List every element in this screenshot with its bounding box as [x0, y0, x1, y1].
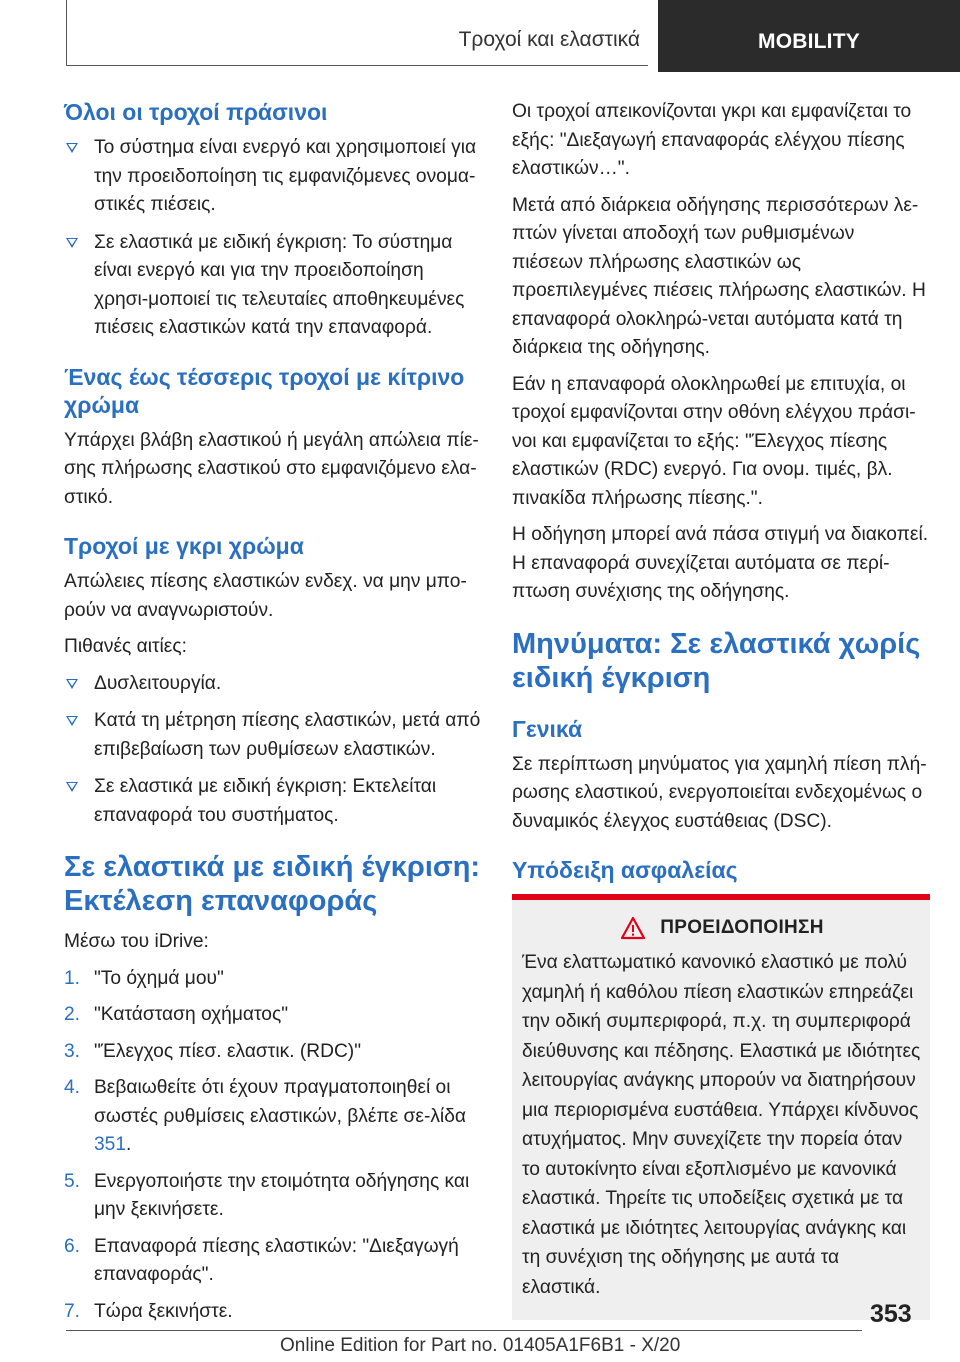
list-item: Δυσλειτουργία.	[64, 670, 482, 699]
step-number: 7.	[64, 1300, 81, 1322]
triangle-bullet-icon	[66, 679, 78, 689]
via-idrive: Μέσω του iDrive:	[64, 931, 209, 952]
right-column	[512, 98, 930, 1320]
footer-edition: Online Edition for Part no. 01405A1F6B1 - X/20	[280, 1335, 681, 1356]
heading-reset: Σε ελαστικά με ειδική έγκριση: Εκτέλεση επαναφοράς	[64, 851, 481, 917]
list-item: 6. Επαναφορά πίεσης ελαστικών: "Διεξαγωγή επαναφοράς".	[64, 1233, 482, 1290]
causes-list	[64, 670, 482, 831]
warning-triangle-icon	[620, 916, 646, 940]
chapter-tab	[658, 0, 960, 72]
paragraph: Εάν η επαναφορά ολοκληρωθεί με επιτυχία, οι τροχοί εμφανίζονται στην οθόνη ελέγχου πράσι-νοι και εμφανίζεται το εξής: "Έλεγχος πίεσης ελαστικών (RDC) ενεργό. Για ονομ. τιμές, βλ. πινακίδα πλήρωσης πίεσης.".	[512, 373, 916, 509]
heading-general: Γενικά	[512, 715, 583, 742]
list-item: 1. "Το όχημά μου"	[64, 965, 482, 994]
all-green-list	[64, 134, 482, 343]
list-item: 7. Τώρα ξεκινήστε.	[64, 1298, 482, 1327]
yellow-text: Υπάρχει βλάβη ελαστικού ή μεγάλη απώλεια πίε-σης πλήρωσης ελαστικού στο εμφανιζόμενο ελα-στικό.	[64, 429, 479, 508]
triangle-bullet-icon	[66, 238, 78, 248]
paragraph: Μετά από διάρκεια οδήγησης περισσότερων λε-πτών γίνεται αποδοχή των ρυθμισμένων πιέσεων πλήρωσης ελαστικών ως προεπιλεγμένες πιέσεις πλήρωσης ελαστικών. Η επαναφορά ολοκληρώ-νεται αυτόματα κατά τη διάρκεια της οδήγησης.	[512, 194, 926, 358]
step-number: 2.	[64, 1004, 81, 1025]
triangle-bullet-icon	[66, 143, 78, 153]
paragraph: Η οδήγηση μπορεί ανά πάσα στιγμή να διακοπεί. Η επαναφορά συνεχίζεται αυτόματα σε περί-πτωση συνέχισης της οδήγησης.	[512, 524, 929, 602]
grey-text: Απώλειες πίεσης ελαστικών ενδεχ. να μην μπο-ρούν να αναγνωριστούν.	[64, 571, 467, 621]
step-number: 3.	[64, 1040, 81, 1062]
chapter-tab-label: MOBILITY	[758, 30, 860, 53]
warning-header	[522, 916, 922, 940]
section-title: Τροχοί και ελαστικά	[458, 28, 640, 51]
footer-rule	[66, 1330, 862, 1331]
list-item: 5. Ενεργοποιήστε την ετοιμότητα οδήγησης και μην ξεκινήσετε.	[64, 1168, 482, 1225]
page-link[interactable]: 351	[94, 1134, 127, 1155]
page-number: 353	[870, 1300, 912, 1328]
triangle-bullet-icon	[66, 782, 78, 792]
heading-grey: Τροχοί με γκρι χρώμα	[64, 533, 304, 559]
warning-box	[512, 894, 930, 1320]
warning-title: ΠΡΟΕΙΔΟΠΟΙΗΣΗ	[660, 917, 824, 938]
list-item: 4. Βεβαιωθείτε ότι έχουν πραγματοποιηθεί οι σωστές ρυθμίσεις ελαστικών, βλέπε σε-λίδα 351.	[64, 1074, 482, 1160]
step-number: 5.	[64, 1170, 81, 1192]
heading-messages: Μηνύματα: Σε ελαστικά χωρίς ειδική έγκριση	[512, 627, 921, 694]
list-item: Κατά τη μέτρηση πίεσης ελαστικών, μετά από επιβεβαίωση των ρυθμίσεων ελαστικών.	[64, 707, 482, 764]
paragraph: Οι τροχοί απεικονίζονται γκρι και εμφανίζεται το εξής: "Διεξαγωγή επαναφοράς ελέγχου πίεσης ελαστικών…".	[512, 101, 912, 179]
triangle-bullet-icon	[66, 716, 78, 726]
heading-safety: Υπόδειξη ασφαλείας	[512, 857, 738, 883]
header-rule-horizontal	[66, 65, 648, 66]
step-number: 6.	[64, 1235, 81, 1257]
general-text: Σε περίπτωση μηνύματος για χαμηλή πίεση πλή-ρωσης ελαστικού, ενεργοποιείται ενδεχομένως ο δυναμικός έλεγχος ευστάθειας (DSC).	[512, 753, 927, 832]
step-number: 4.	[64, 1077, 81, 1098]
warning-text: Ένα ελαττωματικό κανονικό ελαστικό με πολύ χαμηλή ή καθόλου πίεση ελαστικών επηρεάζει την οδική συμπεριφορά, π.χ. τη συμπεριφορά διεύθυνσης και πέδησης. Ελαστικά με ιδιότητες λειτουργίας ανάγκης μπορούν να διατηρήσουν μια περιορισμένα ευστάθεια. Υπάρχει κίνδυνος ατυχήματος. Μην συνεχίζετε την πορεία όταν το αυτοκίνητο είναι εξοπλισμένο με κανονικά ελαστικά. Τηρείτε τις υποδείξεις σχετικά με τα ελαστικά με ιδιότητες λειτουργίας ανάγκης και τη συνέχιση της οδήγησης με αυτά τα ελαστικά.	[522, 952, 921, 1298]
causes-label: Πιθανές αιτίες:	[64, 636, 187, 657]
list-item: 3. "Έλεγχος πίεσ. ελαστικ. (RDC)"	[64, 1038, 482, 1067]
list-item: 2. "Κατάσταση οχήματος"	[64, 1001, 482, 1030]
heading-yellow: Ένας έως τέσσερις τροχοί με κίτρινο χρώμα	[64, 363, 465, 418]
list-item: Το σύστημα είναι ενεργό και χρησιμοποιεί για την προειδοποίηση τις εμφανιζόμενες ονομα-στικές πιέσεις.	[64, 134, 482, 220]
step-number: 1.	[64, 967, 81, 989]
left-column	[64, 98, 482, 1334]
heading-all-green: Όλοι οι τροχοί πράσινοι	[64, 99, 328, 125]
reset-steps	[64, 965, 482, 1327]
list-item: Σε ελαστικά με ειδική έγκριση: Εκτελείται επαναφορά του συστήματος.	[64, 773, 482, 830]
header-rule-vertical	[66, 0, 67, 66]
list-item: Σε ελαστικά με ειδική έγκριση: Το σύστημα είναι ενεργό και για την προειδοποίηση χρησι-μοποιεί τις τελευταίες αποθηκευμένες πιέσεις ελαστικών κατά την επαναφορά.	[64, 229, 482, 343]
